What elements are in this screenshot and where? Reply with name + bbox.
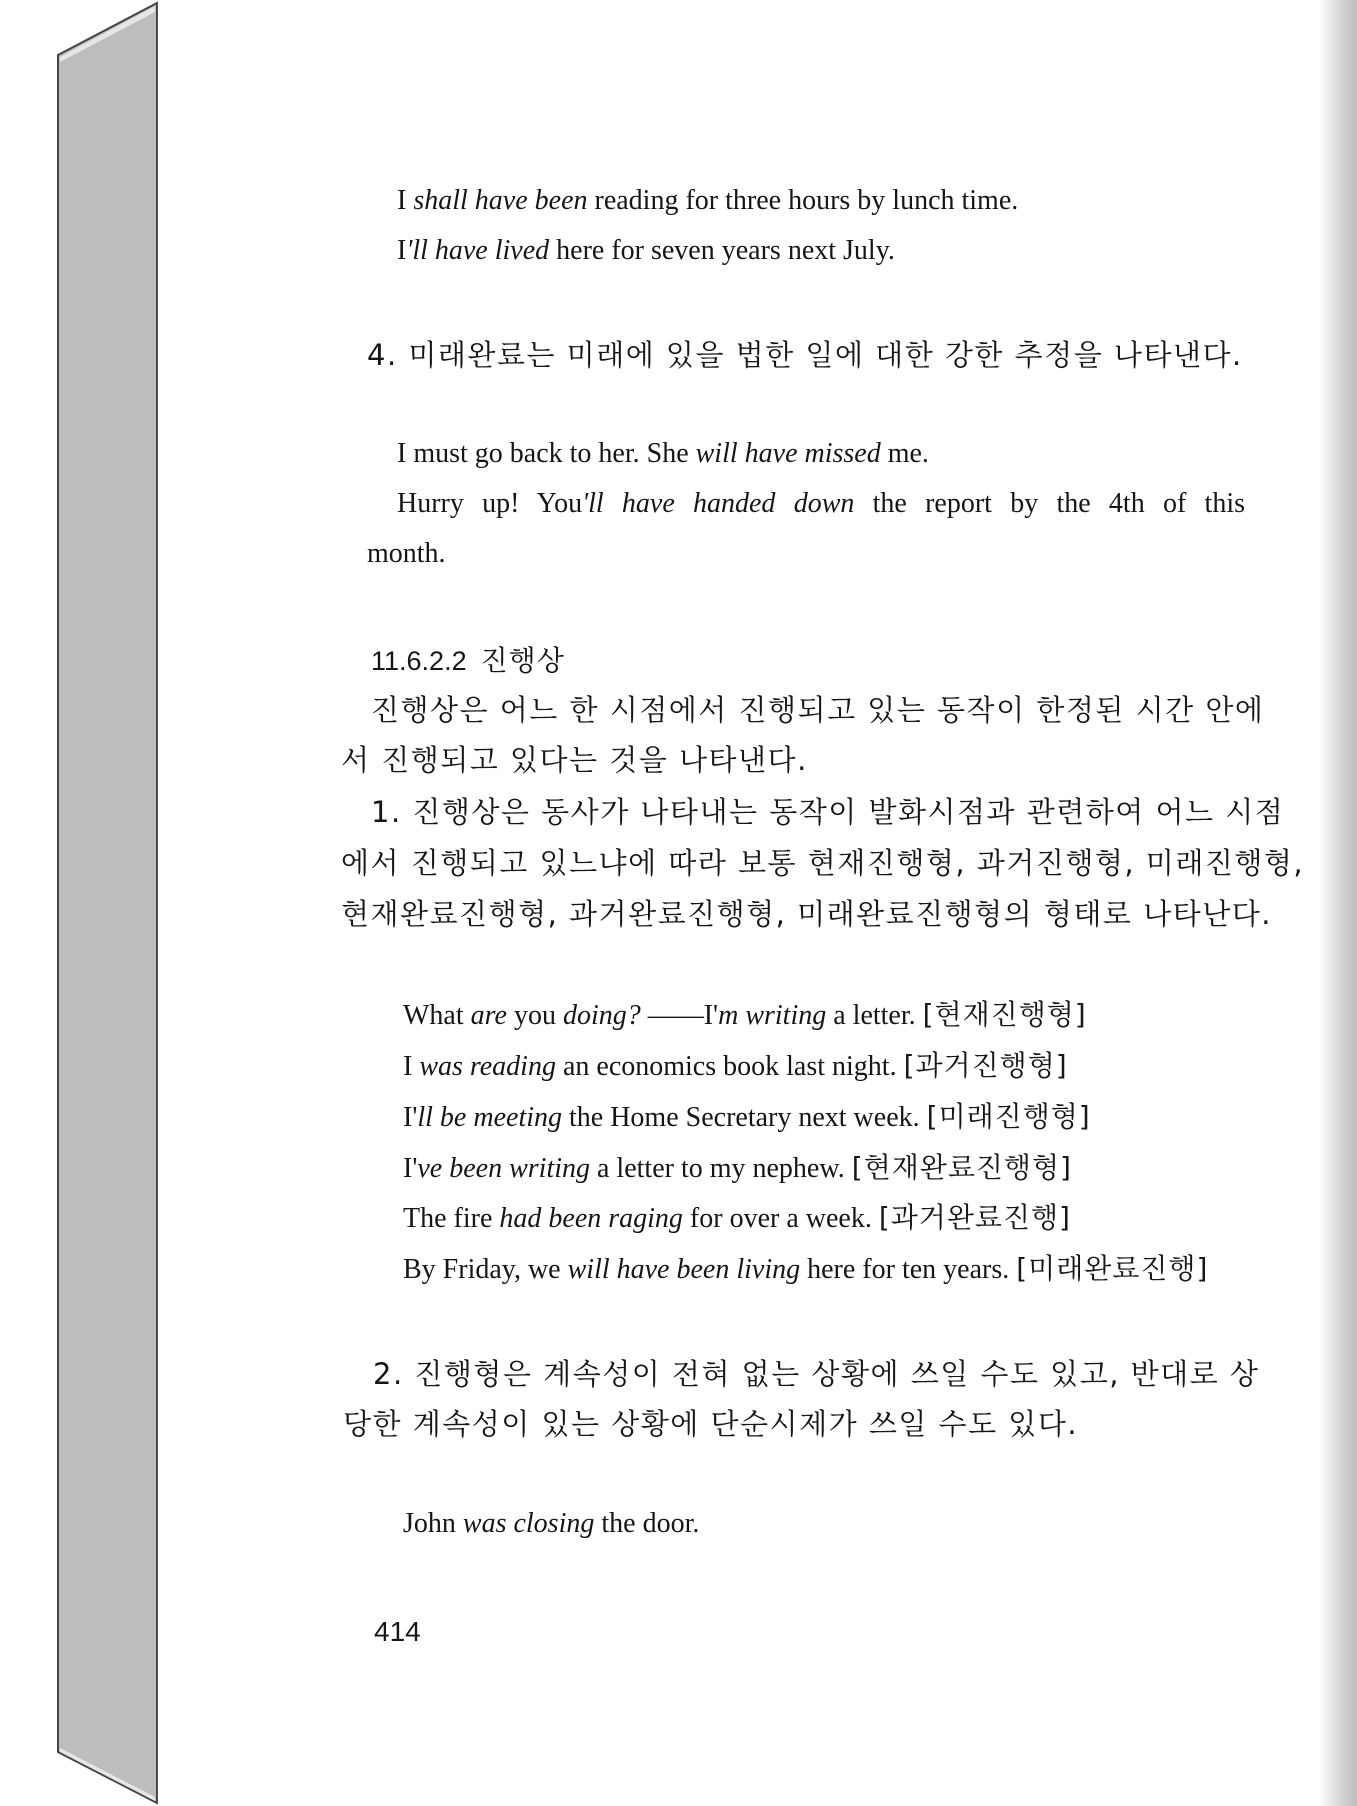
intro-paragraph: 서 진행되고 있다는 것을 나타낸다. xyxy=(341,743,808,777)
example-sentence: I'll be meeting the Home Secretary next week. [미래진행형] xyxy=(403,1100,1091,1133)
page-number: 414 xyxy=(374,1616,421,1647)
example-sentence: I was reading an economics book last night. [과거진행형] xyxy=(403,1049,1068,1082)
example-sentence: Hurry up! You'll have handed down the report by the 4th of this xyxy=(397,488,1245,519)
example-sentence: I must go back to her. She will have missed me. xyxy=(397,438,929,469)
example-sentence: By Friday, we will have been living here for ten years. [미래완료진행] xyxy=(403,1252,1209,1285)
example-sentence: The fire had been raging for over a week. [과거완료진행] xyxy=(403,1201,1071,1234)
page-edge-shadow xyxy=(1318,0,1357,1806)
rule-item-1: 1. 진행상은 동사가 나타내는 동작이 발화시점과 관련하여 어느 시점 xyxy=(371,795,1285,829)
example-sentence-continued: month. xyxy=(367,538,446,569)
example-sentence: I'll have lived here for seven years next July. xyxy=(397,235,895,266)
example-sentence: What are you doing? ——I'm writing a letter. [현재진행형] xyxy=(403,998,1087,1031)
rule-item-2: 당한 계속성이 있는 상황에 단순시제가 쓰일 수도 있다. xyxy=(343,1407,1079,1441)
rule-item-1: 에서 진행되고 있느냐에 따라 보통 현재진행형, 과거진행형, 미래진행형, xyxy=(341,846,1305,880)
section-heading xyxy=(371,643,565,680)
example-sentence: I've been writing a letter to my nephew. [현재완료진행형] xyxy=(403,1151,1072,1184)
rule-item-2: 2. 진행형은 계속성이 전혀 없는 상황에 쓰일 수도 있고, 반대로 상 xyxy=(373,1357,1260,1391)
intro-paragraph: 진행상은 어느 한 시점에서 진행되고 있는 동작이 한정된 시간 안에 xyxy=(371,693,1265,727)
rule-item-4: 4. 미래완료는 미래에 있을 법한 일에 대한 강한 추정을 나타낸다. xyxy=(367,338,1243,372)
section-number: 11.6.2.2 xyxy=(371,646,467,676)
section-title: 진행상 xyxy=(480,644,565,677)
rule-item-1: 현재완료진행형, 과거완료진행형, 미래완료진행형의 형태로 나타난다. xyxy=(341,897,1272,931)
example-sentence: John was closing the door. xyxy=(403,1508,700,1539)
example-sentence: I shall have been reading for three hours by lunch time. xyxy=(397,185,1019,216)
